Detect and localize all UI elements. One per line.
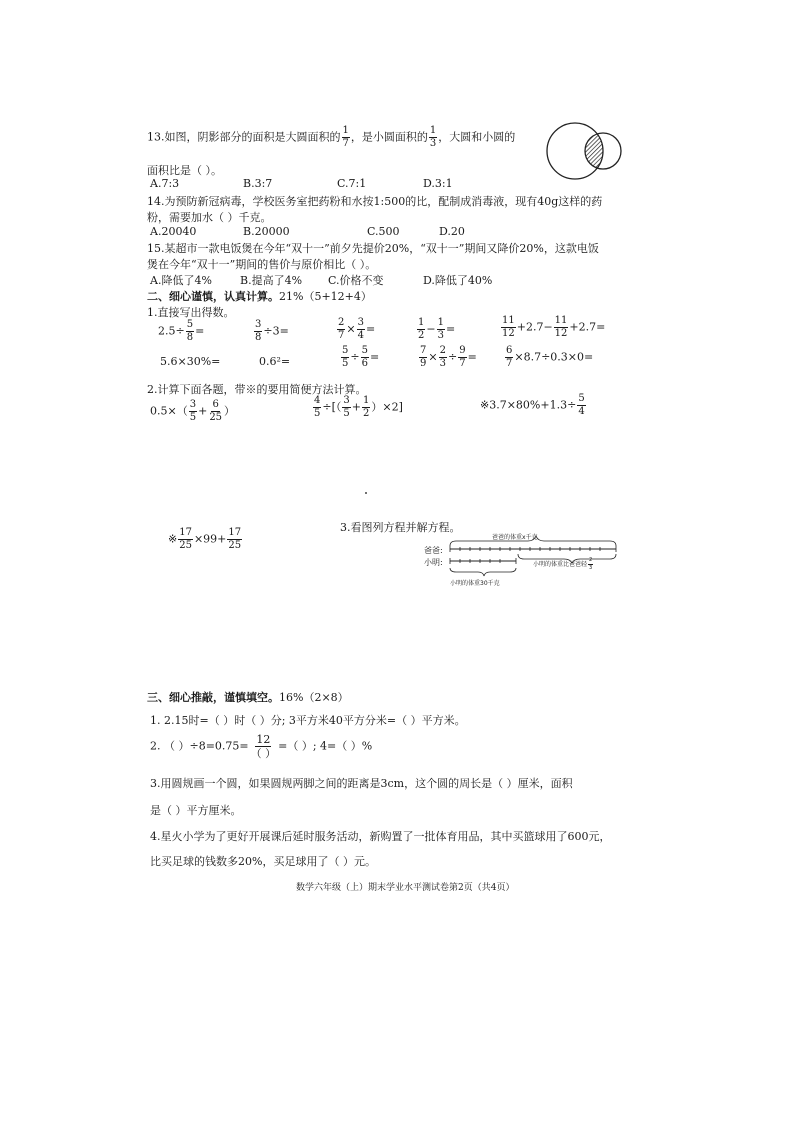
sec3-q2: 2. （ ）÷8=0.75= $\frac{12}{( )}$ =（ ）; 4=（ ）% <box>150 733 373 760</box>
q15-option-d: D.降低了40% <box>423 274 493 287</box>
sec3-q4-line1: 4.星火小学为了更好开展课后延时服务活动，新购置了一批体育用品，其中买篮球用了600元， <box>150 830 611 843</box>
q13-line1 <box>147 126 515 149</box>
q13-option-b: B.3:7 <box>243 177 273 190</box>
venn-circles-figure <box>545 120 630 182</box>
calc-r2-b: 0.6²= <box>259 355 291 368</box>
q13-text-pre: 13.如图，阴影部分的面积是大圆面积的 <box>147 130 341 144</box>
q15-line1: 15.某超市一款电饭煲在今年“双十一”前夕先提价20%，“双十一”期间又降价20%，这款电饭 <box>147 242 599 255</box>
sec3-q3-line1: 3.用圆规画一个圆，如果圆规两脚之间的距离是3cm，这个圆的周长是（ ）厘米，面积 <box>150 777 573 790</box>
section2-sub3: 3.看图列方程并解方程。 <box>340 521 461 534</box>
q15-option-a: A.降低了4% <box>150 274 212 287</box>
q13-fraction-1: $\frac{1}{7}$ <box>342 125 349 149</box>
section3-title: 三、细心推敲，谨慎填空。 <box>147 691 279 704</box>
calc-p4: ※ $\frac{17}{25}$ ×99+ $\frac{17}{25}$ <box>168 527 242 551</box>
calc-r2-e: $\frac{6}{7}$ ×8.7÷0.3×0= <box>506 345 594 369</box>
calc-r2-d: $\frac{7}{9}$ × $\frac{2}{3}$ ÷ $\frac{9}{7}$ = <box>420 345 477 369</box>
q15-option-c: C.价格不变 <box>328 274 384 287</box>
bottom-brace <box>450 568 516 576</box>
section2-heading <box>147 288 372 304</box>
calc-r1-d: $\frac{1}{2}$ − $\frac{1}{3}$ = <box>418 317 456 341</box>
q14-line1: 14.为预防新冠病毒，学校医务室把药粉和水按1:500的比，配制成消毒液，现有40g这样的药 <box>147 195 603 208</box>
q13-option-c: C.7:1 <box>337 177 367 190</box>
q14-option-d: D.20 <box>439 225 465 238</box>
q13-option-a: A.7:3 <box>150 177 180 190</box>
calc-r2-a: 5.6×30%= <box>160 355 221 368</box>
q13-fraction-2: $\frac{1}{3}$ <box>429 125 437 149</box>
scan-speck <box>365 492 367 494</box>
sec3-q1: 1. 2.15时=（ ）时（ ）分; 3平方米40平方分米=（ ）平方米。 <box>150 714 466 727</box>
calc-p3: ※3.7×80%+1.3÷ $\frac{5}{4}$ <box>480 393 585 417</box>
section2-sub1: 1.直接写出得数。 <box>147 306 235 319</box>
q13-text-post: ，大圆和小圆的 <box>438 130 516 144</box>
q14-option-c: C.500 <box>367 225 400 238</box>
calc-r1-e: $\frac{11}{12}$ +2.7− $\frac{11}{12}$ +2.7= <box>502 315 606 339</box>
diagram-top-label: 爸爸的体重x千克 <box>492 534 538 541</box>
calc-r1-a: 2.5÷ $\frac{5}{8}$ = <box>158 319 205 343</box>
q13-line2: 面积比是（ ）。 <box>147 164 222 177</box>
section2-title: 二、细心谨慎，认真计算。 <box>147 290 279 303</box>
section2-sub2: 2.计算下面各题，带※的要用简便方法计算。 <box>147 383 367 396</box>
q15-option-b: B.提高了4% <box>240 274 303 287</box>
calc-p1: 0.5×（ $\frac{3}{5}$ + $\frac{6}{25}$ ） <box>150 399 236 423</box>
q13-text-mid: ，是小圆面积的 <box>350 130 428 144</box>
diagram-bottom-left-label: 小明的体重30千克 <box>450 580 500 587</box>
q15-line2: 煲在今年“双十一”期间的售价与原价相比（ ）。 <box>147 258 377 271</box>
sec3-q3-line2: 是（ ）平方厘米。 <box>150 804 242 817</box>
section2-score: 21%（5+12+4） <box>279 290 372 303</box>
section3-heading <box>147 689 349 705</box>
calc-p2: $\frac{4}{5}$ ÷[（ $\frac{3}{5}$ + $\frac{1}{2}$ ）×2] <box>314 395 403 419</box>
q13-option-d: D.3:1 <box>423 177 453 190</box>
diagram-dad-label: 爸爸: <box>424 546 443 555</box>
q14-line2: 粉，需要加水（ ）千克。 <box>147 211 272 224</box>
diagram-ming-label: 小明: <box>424 558 443 567</box>
sec3-q4-line2: 比买足球的钱数多20%，买足球用了（ ）元。 <box>150 855 376 868</box>
section3-score: 16%（2×8） <box>279 691 349 704</box>
page-footer: 数学六年级（上）期末学业水平测试卷第2页（共4页） <box>296 883 515 893</box>
calc-r2-c: $\frac{5}{5}$ ÷ $\frac{5}{6}$ = <box>342 345 380 369</box>
q14-option-b: B.20000 <box>243 225 290 238</box>
calc-r1-b: $\frac{3}{8}$ ÷3= <box>255 319 289 343</box>
q14-option-a: A.20040 <box>150 225 197 238</box>
diagram-bottom-right-label: 小明的体重比爸爸轻 $\frac{2}{3}$ <box>533 557 593 571</box>
calc-r1-c: $\frac{2}{7}$ × $\frac{3}{4}$ = <box>338 317 376 341</box>
